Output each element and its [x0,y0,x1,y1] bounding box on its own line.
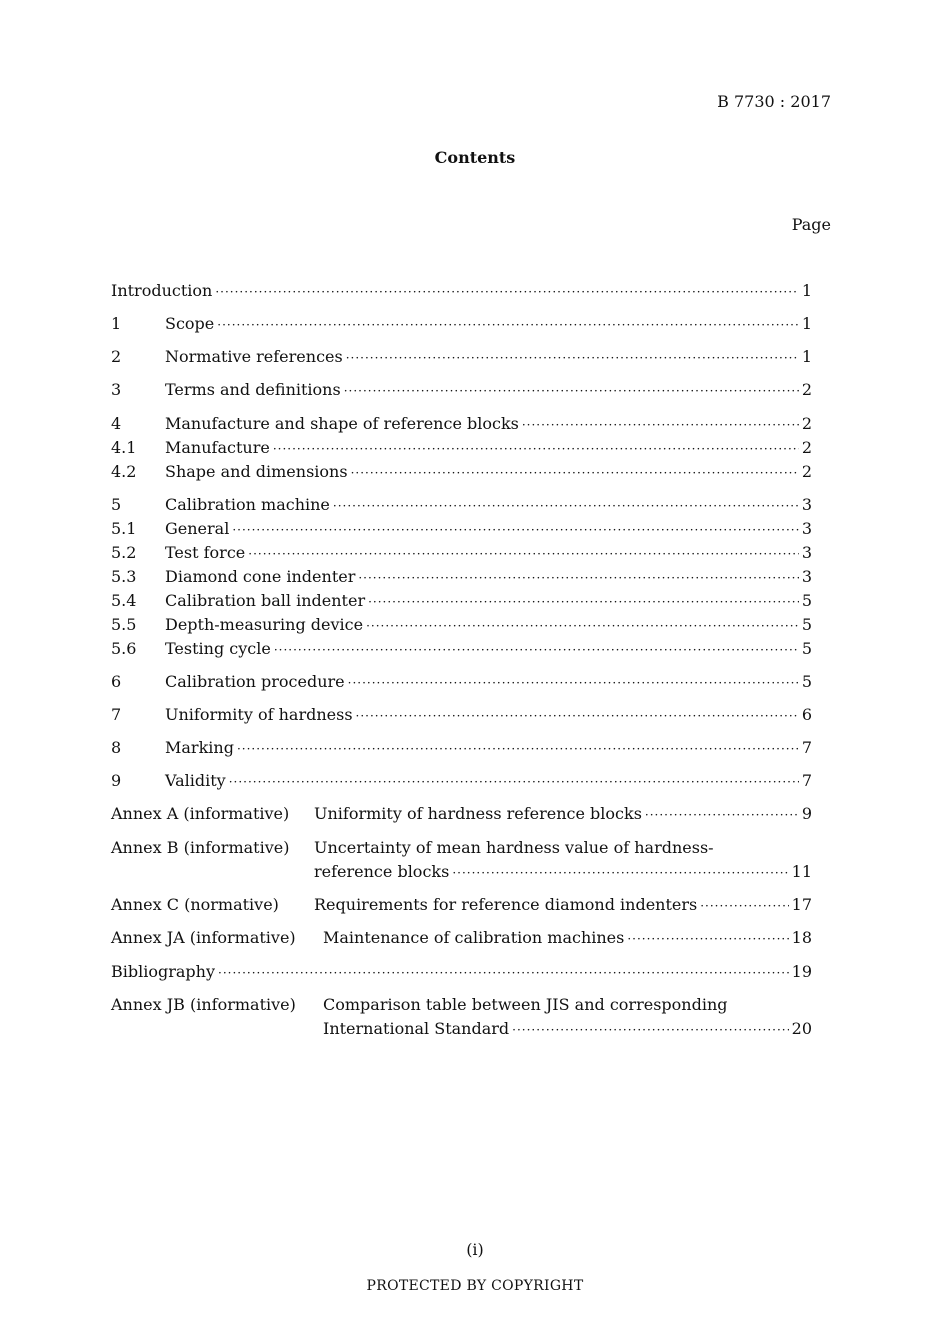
leader-dots [512,1019,788,1041]
toc-entry-diamond-cone-indenter[interactable]: 5.3 Diamond cone indenter ····· 3 [111,566,812,588]
footer-page-number: (i) [466,1240,484,1259]
toc-entry-bibliography[interactable]: Bibliography ····· 19 [111,961,812,983]
toc-entry-introduction[interactable]: Introduction ····· 1 [111,280,812,302]
leader-dots [452,862,788,884]
toc-entry-marking[interactable]: 8 Marking ····· 7 [111,737,812,759]
leader-dots [348,672,799,694]
leader-dots [351,462,799,484]
leader-dots [356,705,799,727]
toc-entry-manufacture-shape[interactable]: 4 Manufacture and shape of reference blocks ····· 2 [111,413,812,435]
leader-dots [237,738,799,760]
toc-entry-shape-dimensions[interactable]: 4.2 Shape and dimensions ····· 2 [111,461,812,483]
leader-dots [346,347,799,369]
toc-entry-calibration-machine[interactable]: 5 Calibration machine ····· 3 [111,494,812,516]
leader-dots [218,962,789,984]
leader-dots [645,804,799,826]
leader-dots [344,380,799,402]
page-title: Contents [434,148,516,167]
toc-entry-annex-jb[interactable]: Annex JB (informative) Comparison table between JIS and corresponding [111,995,728,1014]
leader-dots [358,567,798,589]
leader-dots [248,543,799,565]
toc-entry-manufacture[interactable]: 4.1 Manufacture ····· 2 [111,437,812,459]
leader-dots [366,615,799,637]
toc-entry-calibration-procedure[interactable]: 6 Calibration procedure ····· 5 [111,671,812,693]
leader-dots [333,495,799,517]
toc-entry-general[interactable]: 5.1 General ····· 3 [111,518,812,540]
toc-entry-annex-a[interactable]: Annex A (informative) Uniformity of hardness reference blocks ····· 9 [111,803,812,825]
leader-dots [368,591,799,613]
leader-dots [700,895,788,917]
leader-dots [229,771,799,793]
toc-entry-annex-b-cont[interactable]: reference blocks ····· 11 [111,861,812,883]
document-number: B 7730 : 2017 [717,92,831,111]
toc-entry-normative-references[interactable]: 2 Normative references ····· 1 [111,346,812,368]
page-column-label: Page [791,215,831,234]
leader-dots [274,639,799,661]
toc-entry-uniformity-of-hardness[interactable]: 7 Uniformity of hardness ····· 6 [111,704,812,726]
toc-entry-validity[interactable]: 9 Validity ····· 7 [111,770,812,792]
toc-entry-calibration-ball-indenter[interactable]: 5.4 Calibration ball indenter ····· 5 [111,590,812,612]
leader-dots [627,928,788,950]
toc-entry-test-force[interactable]: 5.2 Test force ····· 3 [111,542,812,564]
leader-dots [215,281,798,303]
toc-entry-annex-b[interactable]: Annex B (informative) Uncertainty of mean hardness value of hardness- [111,838,714,857]
toc-entry-annex-c[interactable]: Annex C (normative) Requirements for reference diamond indenters ····· 17 [111,894,812,916]
toc-entry-terms-definitions[interactable]: 3 Terms and definitions ····· 2 [111,379,812,401]
toc-entry-testing-cycle[interactable]: 5.6 Testing cycle ····· 5 [111,638,812,660]
leader-dots [217,314,799,336]
leader-dots [273,438,799,460]
leader-dots [232,519,798,541]
copyright-notice: PROTECTED BY COPYRIGHT [366,1278,584,1294]
toc-entry-annex-jb-cont[interactable]: International Standard ····· 20 [111,1018,812,1040]
toc-entry-annex-ja[interactable]: Annex JA (informative) Maintenance of calibration machines ····· 18 [111,927,812,949]
toc-entry-depth-measuring-device[interactable]: 5.5 Depth-measuring device ····· 5 [111,614,812,636]
toc-entry-scope[interactable]: 1 Scope ····· 1 [111,313,812,335]
leader-dots [522,414,799,436]
